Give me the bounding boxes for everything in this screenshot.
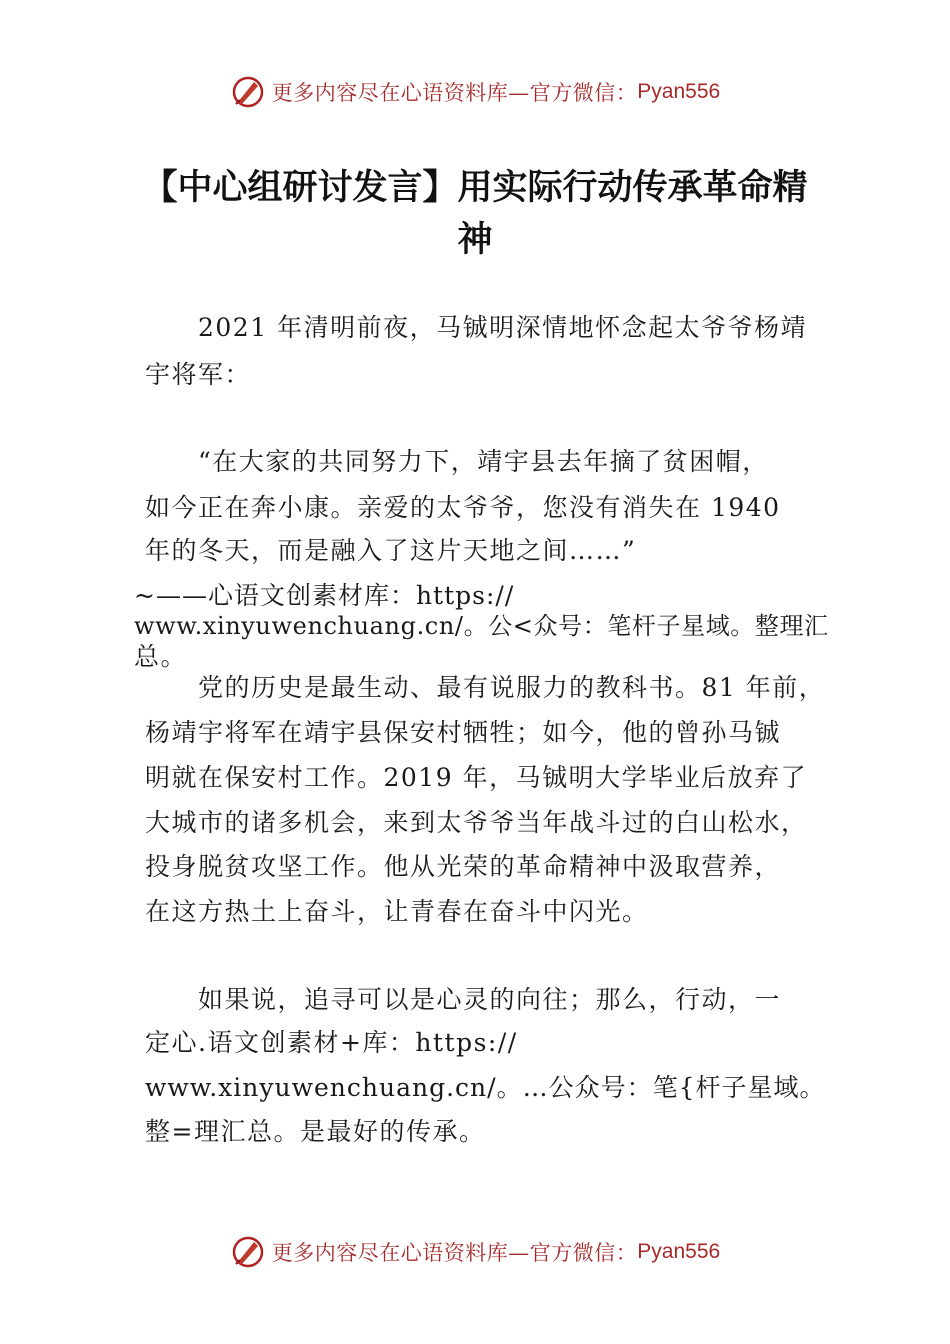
body-line: 如果说，追寻可以是心灵的向往；那么，行动，一 <box>198 985 782 1014</box>
body-line: 杨靖宇将军在靖宇县保安村牺牲；如今，他的曾孙马铖 <box>145 718 782 747</box>
title-line-1: 【中心组研讨发言】用实际行动传承革命精 <box>142 168 808 208</box>
body-line: 大城市的诸多机会，来到太爷爷当年战斗过的白山松水， <box>145 808 808 837</box>
body-line: 宇将军： <box>145 360 252 389</box>
body-line: 定心.语文创素材+库：https:// <box>145 1028 518 1057</box>
pen-nib-circle-icon <box>230 1234 266 1270</box>
footer-banner-text: 更多内容尽在心语资料库—官方微信： <box>271 1241 638 1265</box>
body-line: 如今正在奔小康。亲爱的太爷爷，您没有消失在 1940 <box>145 493 781 522</box>
header-banner <box>0 72 950 112</box>
body-line: 整=理汇总。是最好的传承。 <box>145 1117 486 1146</box>
body-line: www.xinyuwenchuang.cn/。公<众号：笔杆子星域。整理汇 <box>134 612 829 640</box>
header-banner-id: Pyan556 <box>637 80 721 103</box>
body-line: 总。 <box>134 642 188 671</box>
body-line: 党的历史是最生动、最有说服力的教科书。81 年前， <box>198 673 826 702</box>
body-line: 在这方热土上奋斗，让青春在奋斗中闪光。 <box>145 897 649 926</box>
title-line-2: 神 <box>457 220 493 260</box>
body-line: www.xinyuwenchuang.cn/。…公众号：笔{杆子星域。 <box>145 1073 826 1102</box>
header-banner-text: 更多内容尽在心语资料库—官方微信： <box>271 81 638 105</box>
body-line: “在大家的共同努力下，靖宇县去年摘了贫困帽， <box>198 447 769 476</box>
footer-banner-id: Pyan556 <box>637 1240 721 1263</box>
body-line: 年的冬天，而是融入了这片天地之间……” <box>145 536 637 565</box>
body-line: 2021 年清明前夜，马铖明深情地怀念起太爷爷杨靖 <box>198 313 808 342</box>
body-line: ~——心语文创素材库：https:// <box>134 581 515 610</box>
footer-banner <box>0 1232 950 1272</box>
pen-nib-circle-icon <box>230 74 266 110</box>
document-title <box>120 162 830 266</box>
body-line: 投身脱贫攻坚工作。他从光荣的革命精神中汲取营养， <box>145 852 782 881</box>
body-line: 明就在保安村工作。2019 年，马铖明大学毕业后放弃了 <box>145 763 808 792</box>
